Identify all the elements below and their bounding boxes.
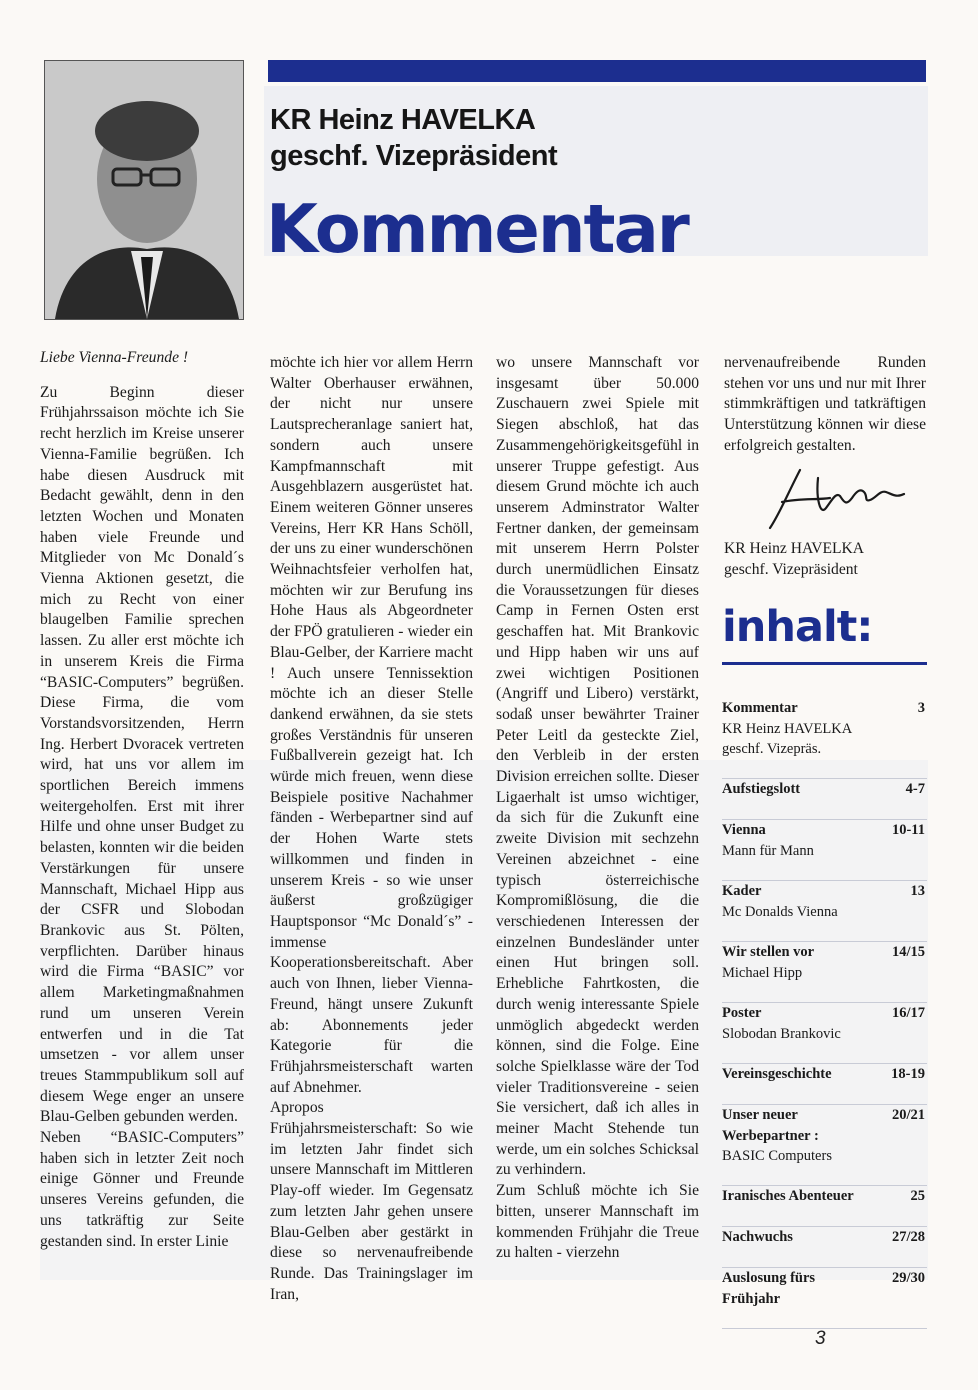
toc-entry	[722, 1064, 927, 1105]
paragraph: Neben “BASIC-Computers” haben sich in letzter Zeit noch einige Gönner und Freunde unseres Vereins gefunden, die uns tatkräftig zur Seite gestanden sind. In erster Linie	[40, 1129, 244, 1250]
toc-entry	[722, 881, 927, 942]
toc-entry	[722, 820, 927, 881]
paragraph: Zum Schluß möchte ich Sie bitten, unserer Mannschaft im kommenden Frühjahr die Treue zu halten - vierzehn	[496, 1182, 699, 1262]
toc-entry-title: Nachwuchs	[722, 1229, 793, 1245]
toc-entry-page: 14/15	[891, 944, 925, 960]
salutation: Liebe Vienna-Freunde !	[40, 349, 189, 366]
toc-entry-page: 25	[910, 1188, 925, 1204]
toc-entry	[722, 1186, 927, 1227]
signature-icon	[760, 458, 910, 538]
portrait-photo	[44, 60, 244, 320]
paragraph: Zu Beginn dieser Frühjahrssaison möchte ich Sie recht herzlich im Kreise unserer Vienna-Familie begrüßen. Ich habe diesen Ausdruck mit Bedacht gewählt, denn in den letzten Wochen und Monaten haben viele Freunde und Mitglieder von Mc Donald´s Vienna Aktionen gesetzt, die mich zu Recht von einer blaugelben Familie sprechen lassen. Zu aller erst möchte ich in unserem Kreis die Firma “BASIC-Computers” begrüßen. Diese Firma, die vom Vorstandsvorsitzenden, Herrn Ing. Herbert Dvoracek vertreten wird, hat uns vor allem im sportlichen Bereich immens weitergeholfen. Erst mit ihrer Hilfe und ohne unser Budget zu belasten, konnten wir die beiden Verstärkungen für unsere Mannschaft, Michael Hipp aus der CSFR und Slobodan Brankovic aus St. Pölten, verpflichten. Darüber hinaus wird die Firma “BASIC” vor allem Marketingmaßnahmen rund um unseren Verein entwerfen und in die Tat umsetzen - vor allem unser treues Stammpublikum soll auf diesem Wege enger an unsere Blau-Gelben gebunden werden.	[40, 383, 244, 1126]
toc-entry-page: 29/30	[891, 1270, 925, 1286]
paragraph: möchte ich hier vor allem Herrn Walter Oberhauser erwähnen, der nicht nur unsere Lautsprecheranlage saniert hat, sondern auch unsere Kampfmannschaft mit Ausgehblazern ausgerüstet hat. Einem weiteren Gönner unseres Vereins, Herr KR Hans Schöll, der uns zu einer wunderschönen Weihnachtsfeier verholfen hat, möchten wir zur Berufung ins Hohe Haus als Abgeordneter der FPÖ gratulieren - wieder ein Blau-Gelber, der Karriere macht ! Auch unsere Tennissektion möchte ich an dieser Stelle dankend erwähnen, da sie stets großes Verständnis für unseren Fußballverein gezeigt hat. Ich würde mich freuen, wenn diese Beispiele positive Nachahmer fänden - Werbepartner sind auf der Hohen Warte stets willkommen und finden in unserem Kreis - so wie unser äußerst großzügiger Hauptsponsor “Mc Donald´s” - immense Kooperationsbereitschaft. Aber auch von Ihnen, lieber Vienna-Freund, hängt unsere Zukunft ab: Abonnements jeder Kategorie für die Frühjahrsmeisterschaft warten auf Abnehmer.	[270, 354, 473, 1096]
article-column-4	[724, 353, 926, 457]
toc-entry-title: Poster	[722, 1005, 762, 1021]
toc-entry-subtitle: BASIC Computers	[722, 1148, 832, 1164]
toc-entry-title: Kommentar	[722, 700, 798, 716]
toc-entry	[722, 1105, 927, 1186]
toc-entry-page: 16/17	[891, 1005, 925, 1021]
paragraph: wo unsere Mannschaft vor insgesamt über 50.000 Zuschauern zwei Spiele mit Siegen abschloß, hat das Zusammengehörigkeitsgefühl in unserer Truppe gefestigt. Aus diesem Grund möchte ich auch unserem Adminstrator Walter Fertner danken, der gemeinsam mit unserem Herrn Polster durch unermüdlichen Einsatz die Voraussetzungen für dieses Camp in Fernen Osten erst geschaffen hat. Mit Brankovic und Hipp haben wir uns auf zwei wichtigen Positionen (Angriff und Libero) verstärkt, sodaß unser bewährter Trainer Peter Leitl da gesteckte Ziel, den Verbleib in der ersten Division erreichen sollte. Dieser Ligaerhalt ist umso wichtiger, da sich für die Zukunft eine zweite Division mit sechzehn Vereinen abzeichnet - eine typisch österreichische Kompromißlösung, die die verschiedenen Interessen der einzelnen Bundesländer unter einen Hut bringen soll. Erhebliche Fahrtkosten, die durch wenig interessante Spiele unmöglich abgedeckt werden können, sind die Folge. Eine solche Spielklasse wäre der Tod vieler Traditionsvereine - seien Sie versichert, daß ich alles in meiner Macht Stehende tun werde, um ein solches Schicksal zu verhindern.	[496, 354, 699, 1179]
toc-entry	[722, 1003, 927, 1064]
toc-entry-subtitle: Slobodan Brankovic	[722, 1025, 841, 1042]
toc-title: inhalt:	[722, 602, 873, 652]
toc-entry-page: 3	[917, 700, 925, 716]
toc-entry-page: 10-11	[891, 822, 925, 838]
signoff-role: geschf. Vizepräsident	[724, 561, 858, 578]
toc-entry-page: 13	[910, 883, 925, 899]
toc-entry-title: Kader	[722, 883, 762, 899]
toc-entry-subtitle: geschf. Vizepräs.	[722, 741, 822, 757]
toc-entry-title: Vienna	[722, 822, 766, 838]
signoff	[724, 538, 864, 580]
toc-entry-subtitle: KR Heinz HAVELKA	[722, 720, 853, 737]
toc-entry-title: Iranisches Abenteuer	[722, 1188, 854, 1204]
toc-entry-subtitle: Michael Hipp	[722, 964, 803, 981]
toc-entry	[722, 779, 927, 820]
header-bar	[268, 60, 926, 82]
paragraph: Apropos Frühjahrsmeisterschaft: So wie im letzten Jahr findet sich unsere Mannschaft im Mittleren Play-off wieder. Im Gegensatz zum letzten Jahr gehen unsere Blau-Gelben aber gestärkt in diese so nervenaufreibende Runde. Das Trainingslager im Iran,	[270, 1099, 473, 1303]
toc-entry-title: Auslosung fürs Frühjahr	[722, 1270, 816, 1307]
signoff-name: KR Heinz HAVELKA	[724, 540, 865, 557]
toc-entry-subtitle: Mann für Mann	[722, 842, 814, 859]
table-of-contents	[722, 698, 927, 1329]
article-column-2	[270, 353, 473, 1305]
toc-entry-page: 4-7	[905, 781, 925, 797]
toc-entry	[722, 698, 927, 779]
toc-entry-title: Unser neuer Werbepartner :	[722, 1107, 819, 1144]
toc-rule	[722, 662, 927, 665]
toc-entry	[722, 1227, 927, 1268]
author-role: geschf. Vizepräsident	[270, 140, 558, 172]
toc-entry-page: 27/28	[891, 1229, 925, 1245]
toc-entry-title: Aufstiegslott	[722, 781, 801, 797]
portrait-icon	[45, 61, 243, 319]
toc-entry-page: 20/21	[891, 1107, 925, 1123]
author-name: KR Heinz HAVELKA	[270, 104, 536, 136]
article-column-1	[40, 348, 244, 1252]
toc-entry-title: Wir stellen vor	[722, 944, 815, 960]
page-number: 3	[815, 1328, 826, 1349]
article-column-3	[496, 353, 699, 1264]
toc-entry	[722, 1268, 927, 1329]
page-title: Kommentar	[266, 190, 688, 268]
toc-entry-page: 18-19	[891, 1066, 925, 1082]
toc-entry-title: Vereinsgeschichte	[722, 1066, 832, 1082]
toc-entry-subtitle: Mc Donalds Vienna	[722, 903, 838, 920]
toc-entry	[722, 942, 927, 1003]
paragraph: nervenaufreibende Runden stehen vor uns und nur mit Ihrer stimmkräftigen und tatkräftigen Unterstützung können wir diese erfolgreich gestalten.	[724, 354, 926, 454]
